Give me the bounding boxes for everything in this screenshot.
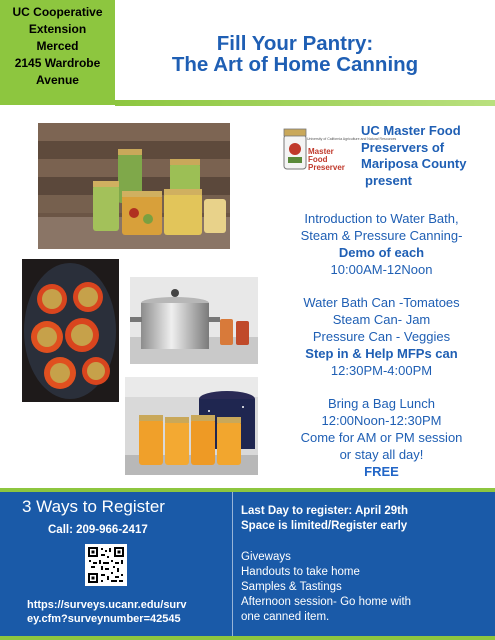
title-line: The Art of Home Canning [171,53,419,76]
deadline-line: Last Day to register: April 29th [241,505,409,517]
presenters-line: Preservers of [361,139,445,155]
canning-jars-photo [38,123,230,249]
perk-item: Afternoon session- Go home with [241,596,412,608]
presenters-line: UC Master Food [361,123,461,138]
title-line: Fill Your Pantry: [216,32,374,55]
tomato-jars-in-pot-photo [22,259,119,402]
lunch-line: 12:00Noon-12:30PM [321,413,442,428]
help-label: Step in & Help MFPs can [305,346,458,361]
lunch-line: Bring a Bag Lunch [328,396,435,411]
perk-item: one canned item. [241,611,330,623]
phone-number: Call: 209-966-2417 [48,524,148,536]
location-line: Extension [28,22,87,36]
url-line[interactable]: https://surveys.ucanr.edu/surv [27,599,187,611]
location-line: UC Cooperative [12,5,103,19]
location-line: Avenue [36,73,79,87]
presenters-heading [361,123,491,189]
perk-item: Handouts to take home [241,566,360,578]
header-divider [115,100,495,106]
deadline-notice [241,504,408,534]
perks-list [241,550,411,625]
intro-line: Steam & Pressure Canning- [300,228,463,243]
presenters-line: present [365,172,412,188]
perk-item: Samples & Tastings [241,581,342,593]
register-title: 3 Ways to Register [22,497,165,516]
lunch-line: or stay all day! [339,447,424,462]
hands-on-line: Water Bath Can -Tomatoes [303,295,460,310]
hands-on-line: Pressure Can - Veggies [312,329,451,344]
logo-small-text: University of California Agriculture and Natural Resources [307,137,397,141]
presenters-line: Mariposa County [361,156,467,171]
intro-line: Introduction to Water Bath, [304,211,459,226]
registration-footer [0,492,495,636]
page-title [130,33,460,75]
qr-code-icon[interactable] [85,544,127,586]
logo-word: Master [308,147,334,156]
demo-label: Demo of each [338,245,425,260]
pressure-canner-peaches-photo [125,377,258,475]
morning-time: 10:00AM-12Noon [330,262,433,277]
location-line: 2145 Wardrobe [14,56,101,70]
footer-bottom-border [0,636,495,640]
deadline-line: Space is limited/Register early [241,520,408,532]
url-line[interactable]: ey.cfm?surveynumber=42545 [27,613,181,625]
steam-canner-photo [130,277,258,364]
logo-word: Food [308,155,328,164]
hands-on-line: Steam Can- Jam [332,312,431,327]
event-details [268,210,495,480]
free-label: FREE [364,464,399,479]
lunch-line: Come for AM or PM session [300,430,463,445]
location-box [0,0,115,105]
perk-item: Giveways [241,551,291,563]
location-line: Merced [36,39,79,53]
logo-word: Preserver [308,163,345,172]
footer-column-divider [232,492,233,636]
afternoon-time: 12:30PM-4:00PM [330,363,433,378]
survey-link[interactable] [27,598,227,626]
